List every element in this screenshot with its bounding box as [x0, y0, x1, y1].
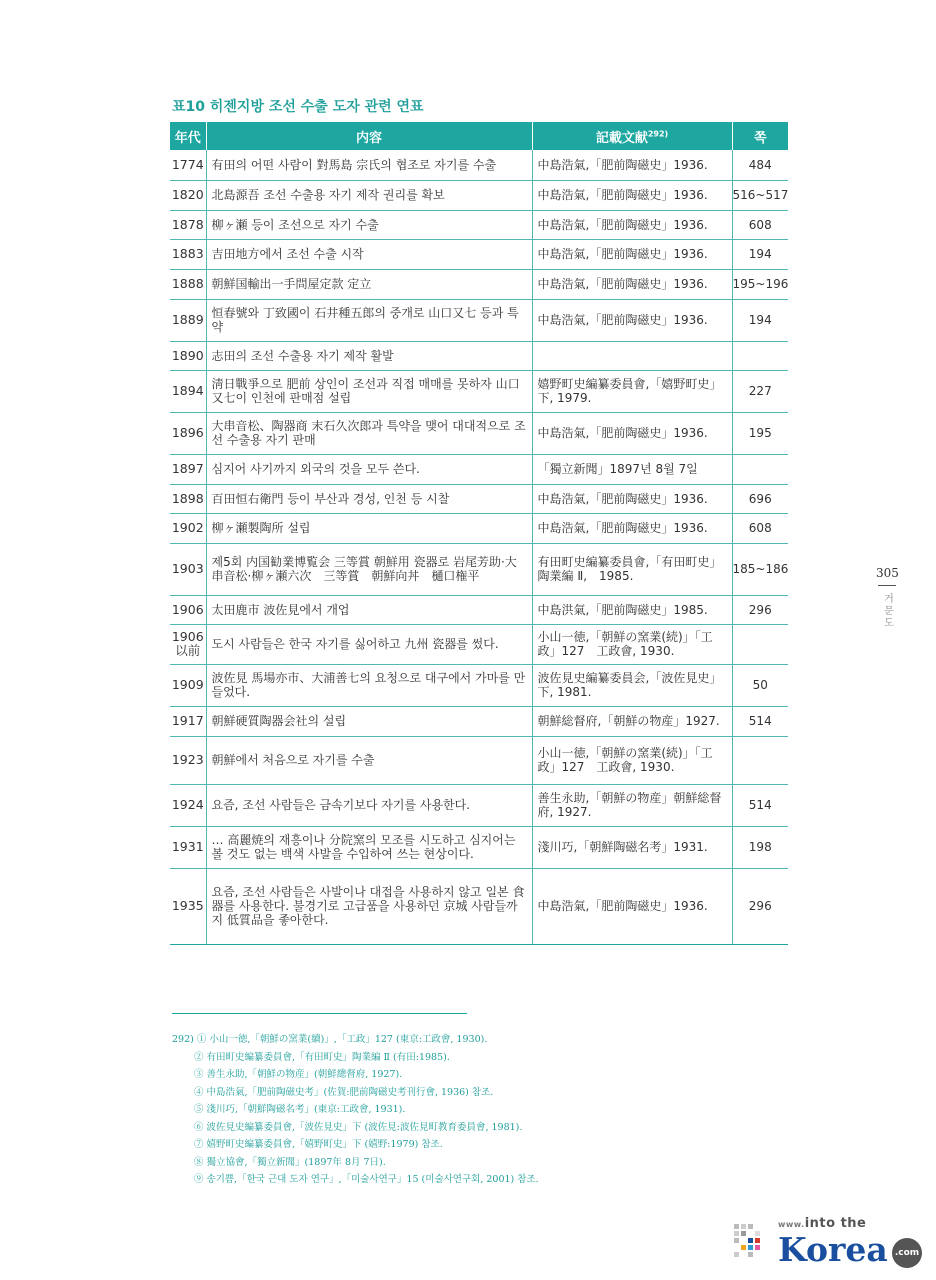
page-cell: 608	[732, 210, 788, 239]
footnote-divider	[172, 1013, 467, 1014]
source-cell: 中島浩氣,「肥前陶磁史」1936.	[532, 484, 732, 513]
source-cell: 中島浩氣,「肥前陶磁史」1936.	[532, 150, 732, 180]
table-row	[170, 341, 788, 370]
year-cell: 1923	[170, 736, 206, 784]
source-cell: 淺川巧,「朝鮮陶磁名考」1931.	[532, 826, 732, 868]
year-cell: 1924	[170, 784, 206, 826]
year-cell: 1903	[170, 543, 206, 595]
page-cell	[732, 341, 788, 370]
content-cell: 恒春號와 丁致國이 石井種五郎의 중개로 山口又七 등과 특약	[206, 299, 532, 341]
page-cell: 296	[732, 868, 788, 944]
table-title: 표10 히젠지방 조선 수출 도자 관련 연표	[172, 99, 424, 115]
footnote-item: 292) ① 小山一徳,「朝鮮の窯業(續)」,「工政」127 (東京:工政會, 1930).	[172, 1034, 488, 1045]
content-cell: 北島源吾 조선 수출용 자기 제작 권리를 확보	[206, 180, 532, 210]
page-cell: 484	[732, 150, 788, 180]
source-cell: 中島浩氣,「肥前陶磁史」1936.	[532, 239, 732, 269]
source-cell: 小山一徳,「朝鮮の窯業(続)」「工政」127 工政會, 1930.	[532, 624, 732, 664]
year-cell: 1888	[170, 269, 206, 299]
source-cell: 中島浩氣,「肥前陶磁史」1936.	[532, 210, 732, 239]
table-row	[170, 269, 788, 299]
page-cell	[732, 736, 788, 784]
year-cell: 1878	[170, 210, 206, 239]
table-header-row	[170, 122, 788, 150]
table-row	[170, 543, 788, 595]
table-row	[170, 826, 788, 868]
source-cell: 小山一徳,「朝鮮の窯業(続)」「工政」127 工政會, 1930.	[532, 736, 732, 784]
chronology-table	[170, 122, 788, 945]
footnote-item: ⑨ 송기쁨,「한국 근대 도자 연구」,「미술사연구」15 (미술사연구회, 2001) 참조.	[194, 1174, 539, 1185]
table-row	[170, 299, 788, 341]
page-cell: 514	[732, 784, 788, 826]
page-cell: 608	[732, 513, 788, 543]
header-source-footnote-ref: 292)	[647, 129, 669, 139]
source-cell: 波佐見史編纂委員会,「波佐見史」下, 1981.	[532, 664, 732, 706]
table-row	[170, 239, 788, 269]
content-cell: 百田恒右衛門 등이 부산과 경성, 인천 등 시찰	[206, 484, 532, 513]
footnotes	[172, 1031, 732, 1189]
source-cell: 有田町史編纂委員會,「有田町史」陶業編 Ⅱ, 1985.	[532, 543, 732, 595]
table-row	[170, 706, 788, 736]
year-cell: 1898	[170, 484, 206, 513]
page-cell: 195~196	[732, 269, 788, 299]
table-row	[170, 868, 788, 944]
content-cell: 제5회 内国勧業博覧会 三等賞 朝鮮用 瓷器로 岩尾芳助·大串音松·柳ヶ瀬六次 三等賞 朝鮮向丼 樋口権平	[206, 543, 532, 595]
source-cell: 中島洪氣,「肥前陶磁史」1985.	[532, 595, 732, 624]
page-cell: 296	[732, 595, 788, 624]
logo-squares-icon	[732, 1222, 772, 1262]
year-cell: 1931	[170, 826, 206, 868]
footnote-item: ⑦ 嬉野町史編纂委員會,「嬉野町史」下 (嬉野:1979) 참조.	[194, 1139, 443, 1150]
page-cell: 194	[732, 239, 788, 269]
table-row	[170, 784, 788, 826]
header-source-label: 記載文献	[595, 130, 648, 146]
content-cell: … 高麗焼의 재흥이나 分院窯의 모조를 시도하고 심지어는 볼 것도 없는 백색 사발을 수입하여 쓰는 현상이다.	[206, 826, 532, 868]
source-cell: 中島浩氣,「肥前陶磁史」1936.	[532, 180, 732, 210]
footnote-item: ⑥ 波佐見史編纂委員會,「波佐見史」下 (波佐見:波佐見町教育委員會, 1981).	[194, 1121, 523, 1133]
page-cell: 198	[732, 826, 788, 868]
logo-wordmark: Korea	[778, 1230, 888, 1269]
side-section-label: 거문도	[884, 594, 894, 629]
page-cell	[732, 454, 788, 484]
page-cell: 185~186	[732, 543, 788, 595]
header-content: 内容	[206, 122, 532, 150]
header-source	[532, 122, 732, 150]
logo-into-the: into the	[804, 1216, 867, 1231]
page-number-rule	[878, 585, 896, 586]
year-cell: 1906以前	[170, 624, 206, 664]
year-cell: 1894	[170, 370, 206, 412]
table-row	[170, 513, 788, 543]
source-cell: 「獨立新聞」1897년 8월 7일	[532, 454, 732, 484]
into-the-korea-logo	[732, 1214, 924, 1270]
content-cell: 吉田地方에서 조선 수출 시작	[206, 239, 532, 269]
source-cell: 善生永助,「朝鮮の物産」朝鮮総督府, 1927.	[532, 784, 732, 826]
header-page: 쪽	[732, 122, 788, 150]
year-cell: 1917	[170, 706, 206, 736]
source-cell	[532, 341, 732, 370]
page-cell: 227	[732, 370, 788, 412]
logo-dotcom: .com	[892, 1238, 922, 1268]
content-cell: 柳ヶ瀬製陶所 설립	[206, 513, 532, 543]
year-cell: 1774	[170, 150, 206, 180]
year-cell: 1909	[170, 664, 206, 706]
year-cell: 1889	[170, 299, 206, 341]
content-cell: 朝鮮国輸出一手問屋定款 定立	[206, 269, 532, 299]
year-cell: 1896	[170, 412, 206, 454]
table-row	[170, 624, 788, 664]
table-row	[170, 484, 788, 513]
table-row	[170, 180, 788, 210]
source-cell: 中島浩氣,「肥前陶磁史」1936.	[532, 269, 732, 299]
header-year: 年代	[170, 122, 206, 150]
content-cell: 요즘, 조선 사람들은 사발이나 대접을 사용하지 않고 일본 食器를 사용한다. 불경기로 고급품을 사용하던 京城 사람들까지 低質品을 좋아한다.	[206, 868, 532, 944]
content-cell: 도시 사람들은 한국 자기를 싫어하고 九州 瓷器를 썼다.	[206, 624, 532, 664]
content-cell: 大串音松、陶器商 末石久次郎과 특약을 맺어 대대적으로 조선 수출용 자기 판매	[206, 412, 532, 454]
content-cell: 柳ヶ瀬 등이 조선으로 자기 수출	[206, 210, 532, 239]
source-cell: 中島浩氣,「肥前陶磁史」1936.	[532, 868, 732, 944]
footnote-item: ⑤ 淺川巧,「朝鮮陶磁名考」(東京:工政會, 1931).	[194, 1104, 406, 1115]
source-cell: 中島浩氣,「肥前陶磁史」1936.	[532, 412, 732, 454]
table-row	[170, 664, 788, 706]
content-cell: 有田의 어떤 사람이 對馬島 宗氏의 협조로 자기를 수출	[206, 150, 532, 180]
content-cell: 太田鹿市 波佐見에서 개업	[206, 595, 532, 624]
content-cell: 淸日戰爭으로 肥前 상인이 조선과 직접 매매를 못하자 山口又七이 인천에 판매점 설립	[206, 370, 532, 412]
year-cell: 1935	[170, 868, 206, 944]
source-cell: 嬉野町史編纂委員會,「嬉野町史」下, 1979.	[532, 370, 732, 412]
year-cell: 1890	[170, 341, 206, 370]
page-cell: 194	[732, 299, 788, 341]
page-cell: 696	[732, 484, 788, 513]
table-row	[170, 150, 788, 180]
year-cell: 1820	[170, 180, 206, 210]
page-cell: 514	[732, 706, 788, 736]
table-row	[170, 370, 788, 412]
page-cell: 516~517	[732, 180, 788, 210]
footnote-item: ⑧ 獨立協會,「獨立新聞」(1897年 8月 7日).	[194, 1156, 386, 1168]
content-cell: 요즘, 조선 사람들은 금속기보다 자기를 사용한다.	[206, 784, 532, 826]
table-row	[170, 412, 788, 454]
footnote-item: ③ 善生永助,「朝鮮の物産」(朝鮮總督府, 1927).	[194, 1069, 403, 1080]
source-cell: 中島浩氣,「肥前陶磁史」1936.	[532, 299, 732, 341]
table-row	[170, 736, 788, 784]
table-row	[170, 454, 788, 484]
source-cell: 中島浩氣,「肥前陶磁史」1936.	[532, 513, 732, 543]
table-row	[170, 210, 788, 239]
content-cell: 심지어 사기까지 외국의 것을 모두 쓴다.	[206, 454, 532, 484]
year-cell: 1897	[170, 454, 206, 484]
year-cell: 1906	[170, 595, 206, 624]
table-body	[170, 150, 788, 944]
content-cell: 朝鮮硬質陶器会社의 설립	[206, 706, 532, 736]
logo-tagline	[778, 1216, 866, 1231]
content-cell: 志田의 조선 수출용 자기 제작 활발	[206, 341, 532, 370]
logo-www: www.	[778, 1220, 805, 1229]
footnote-item: ② 有田町史編纂委員會,「有田町史」陶業編 Ⅱ (有田:1985).	[194, 1051, 450, 1063]
footnote-item: ④ 中島浩氣,「肥前陶磁史考」(佐賀:肥前陶磁史考刊行會, 1936) 참조.	[194, 1086, 494, 1098]
year-cell: 1883	[170, 239, 206, 269]
page-cell: 195	[732, 412, 788, 454]
page-cell	[732, 624, 788, 664]
content-cell: 朝鮮에서 처음으로 자기를 수출	[206, 736, 532, 784]
year-cell: 1902	[170, 513, 206, 543]
page-cell: 50	[732, 664, 788, 706]
content-cell: 波佐見 馬場亦市、大浦善七의 요청으로 대구에서 가마를 만들었다.	[206, 664, 532, 706]
page-number: 305	[876, 566, 899, 580]
table-row	[170, 595, 788, 624]
source-cell: 朝鮮総督府,「朝鮮の物産」1927.	[532, 706, 732, 736]
